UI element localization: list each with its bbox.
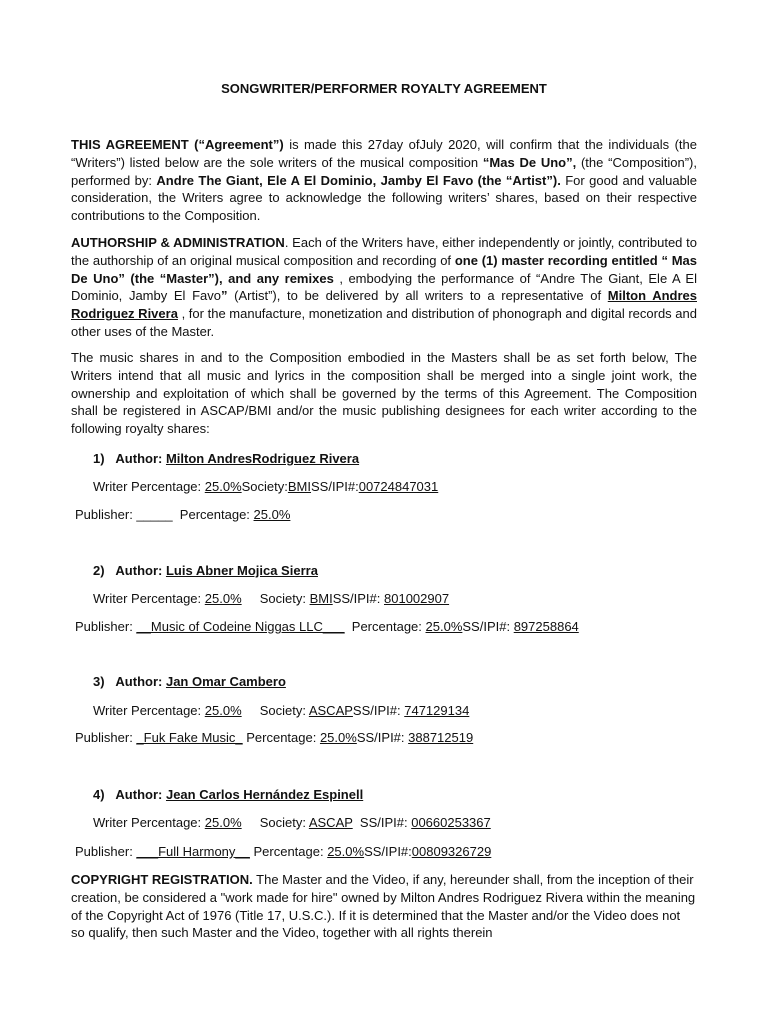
- master-recording: one (1) master recording entitled “ Mas De Uno” (the “Master”), and any remixes: [71, 252, 698, 286]
- intro-text-3: For good and valuable consideration, the Writers agree to acknowledge the following writers’ shares, based on their respective contributions to the Composition.: [71, 172, 697, 224]
- intro-text-2: (the “Composition”), performed by:: [71, 154, 697, 188]
- authorship-text-2: , embodying the performance of “Andre The Giant, Ele A El Dominio, Jamby El Favo: [71, 270, 697, 304]
- authorship-text-4: , for the manufacture, monetization and distribution of phonograph and digital records and other uses of the Master.: [71, 306, 697, 339]
- intro-text-1: is made this 27day ofJuly 2020, will confirm that the individuals (the “Writers”) listed below are the sole writers of the musical composition: [71, 137, 698, 170]
- publisher-row: Publisher: _____ Percentage: 25.0%: [75, 507, 291, 522]
- author-name: Milton AndresRodriguez Rivera: [165, 451, 360, 466]
- writer-share-row: Writer Percentage: 25.0% Society: ASCAP SS/IPI#: 00660253367: [93, 815, 491, 830]
- representative-name: Milton Andres Rodriguez Rivera: [71, 288, 697, 322]
- intro-lead: THIS AGREEMENT (“Agreement”): [71, 137, 284, 152]
- author-heading: 2) Author: Luis Abner Mojica Sierra: [93, 563, 318, 578]
- copyright-text: The Master and the Video, if any, hereunder shall, from the inception of their creation, be considered a "work made for hire" owned by Milton Andres Rodriguez Rivera within the meaning of the Copyright Act of 1976 (Title 17, U.S.C.). If it is determined that the Master and/or the Video does not so qualify, then such Master and the Video, together with all rights therein: [71, 872, 696, 941]
- authorship-text-1: . Each of the Writers have, either independently or jointly, contributed to the authorship of an original musical composition and recording of: [71, 235, 697, 268]
- author-name: Jan Omar Cambero: [165, 674, 286, 689]
- publisher-row: Publisher: ___Full Harmony__ Percentage: 25.0%SS/IPI#:00809326729: [75, 844, 492, 859]
- performers: Andre The Giant, Ele A El Dominio, Jamby El Favo (the “Artist”).: [156, 172, 561, 188]
- authorship-quote: ”: [220, 288, 228, 304]
- authorship-lead: AUTHORSHIP & ADMINISTRATION: [71, 235, 285, 250]
- writer-share-row: Writer Percentage: 25.0%Society:BMISS/IPI#:00724847031: [93, 479, 439, 494]
- authorship-paragraph: [71, 234, 697, 341]
- intro-paragraph: [71, 136, 697, 225]
- document-title: SONGWRITER/PERFORMER ROYALTY AGREEMENT: [221, 81, 547, 96]
- publisher-row: Publisher: _Fuk Fake Music_ Percentage: 25.0%SS/IPI#: 388712519: [75, 730, 474, 745]
- authorship-text-3: (Artist”), to be delivered by all writers to a representative of: [227, 288, 608, 304]
- shares-paragraph: The music shares in and to the Composition embodied in the Masters shall be as set forth below, The Writers intend that all music and lyrics in the composition shall be merged into a single joint work, the ownership and exploitation of which shall be governed by the terms of this Agreement. The Composition shall be registered in ASCAP/BMI and/or the music publishing designees for each writer according to the following royalty shares:: [71, 350, 697, 437]
- publisher-row: Publisher: __Music of Codeine Niggas LLC___ Percentage: 25.0%SS/IPI#: 897258864: [75, 619, 579, 634]
- writer-share-row: Writer Percentage: 25.0% Society: ASCAPSS/IPI#: 747129134: [93, 703, 470, 718]
- composition-name: “Mas De Uno”,: [482, 154, 577, 170]
- author-heading: 4) Author: Jean Carlos Hernández Espinell: [93, 787, 364, 802]
- author-name: Jean Carlos Hernández Espinell: [165, 787, 364, 802]
- copyright-lead: COPYRIGHT REGISTRATION.: [71, 872, 253, 887]
- author-name: Luis Abner Mojica Sierra: [165, 563, 318, 578]
- author-heading: 1) Author: Milton AndresRodriguez Rivera: [93, 451, 360, 466]
- copyright-paragraph: [71, 871, 697, 942]
- writer-share-row: Writer Percentage: 25.0% Society: BMISS/IPI#: 801002907: [93, 591, 450, 606]
- author-heading: 3) Author: Jan Omar Cambero: [93, 674, 286, 689]
